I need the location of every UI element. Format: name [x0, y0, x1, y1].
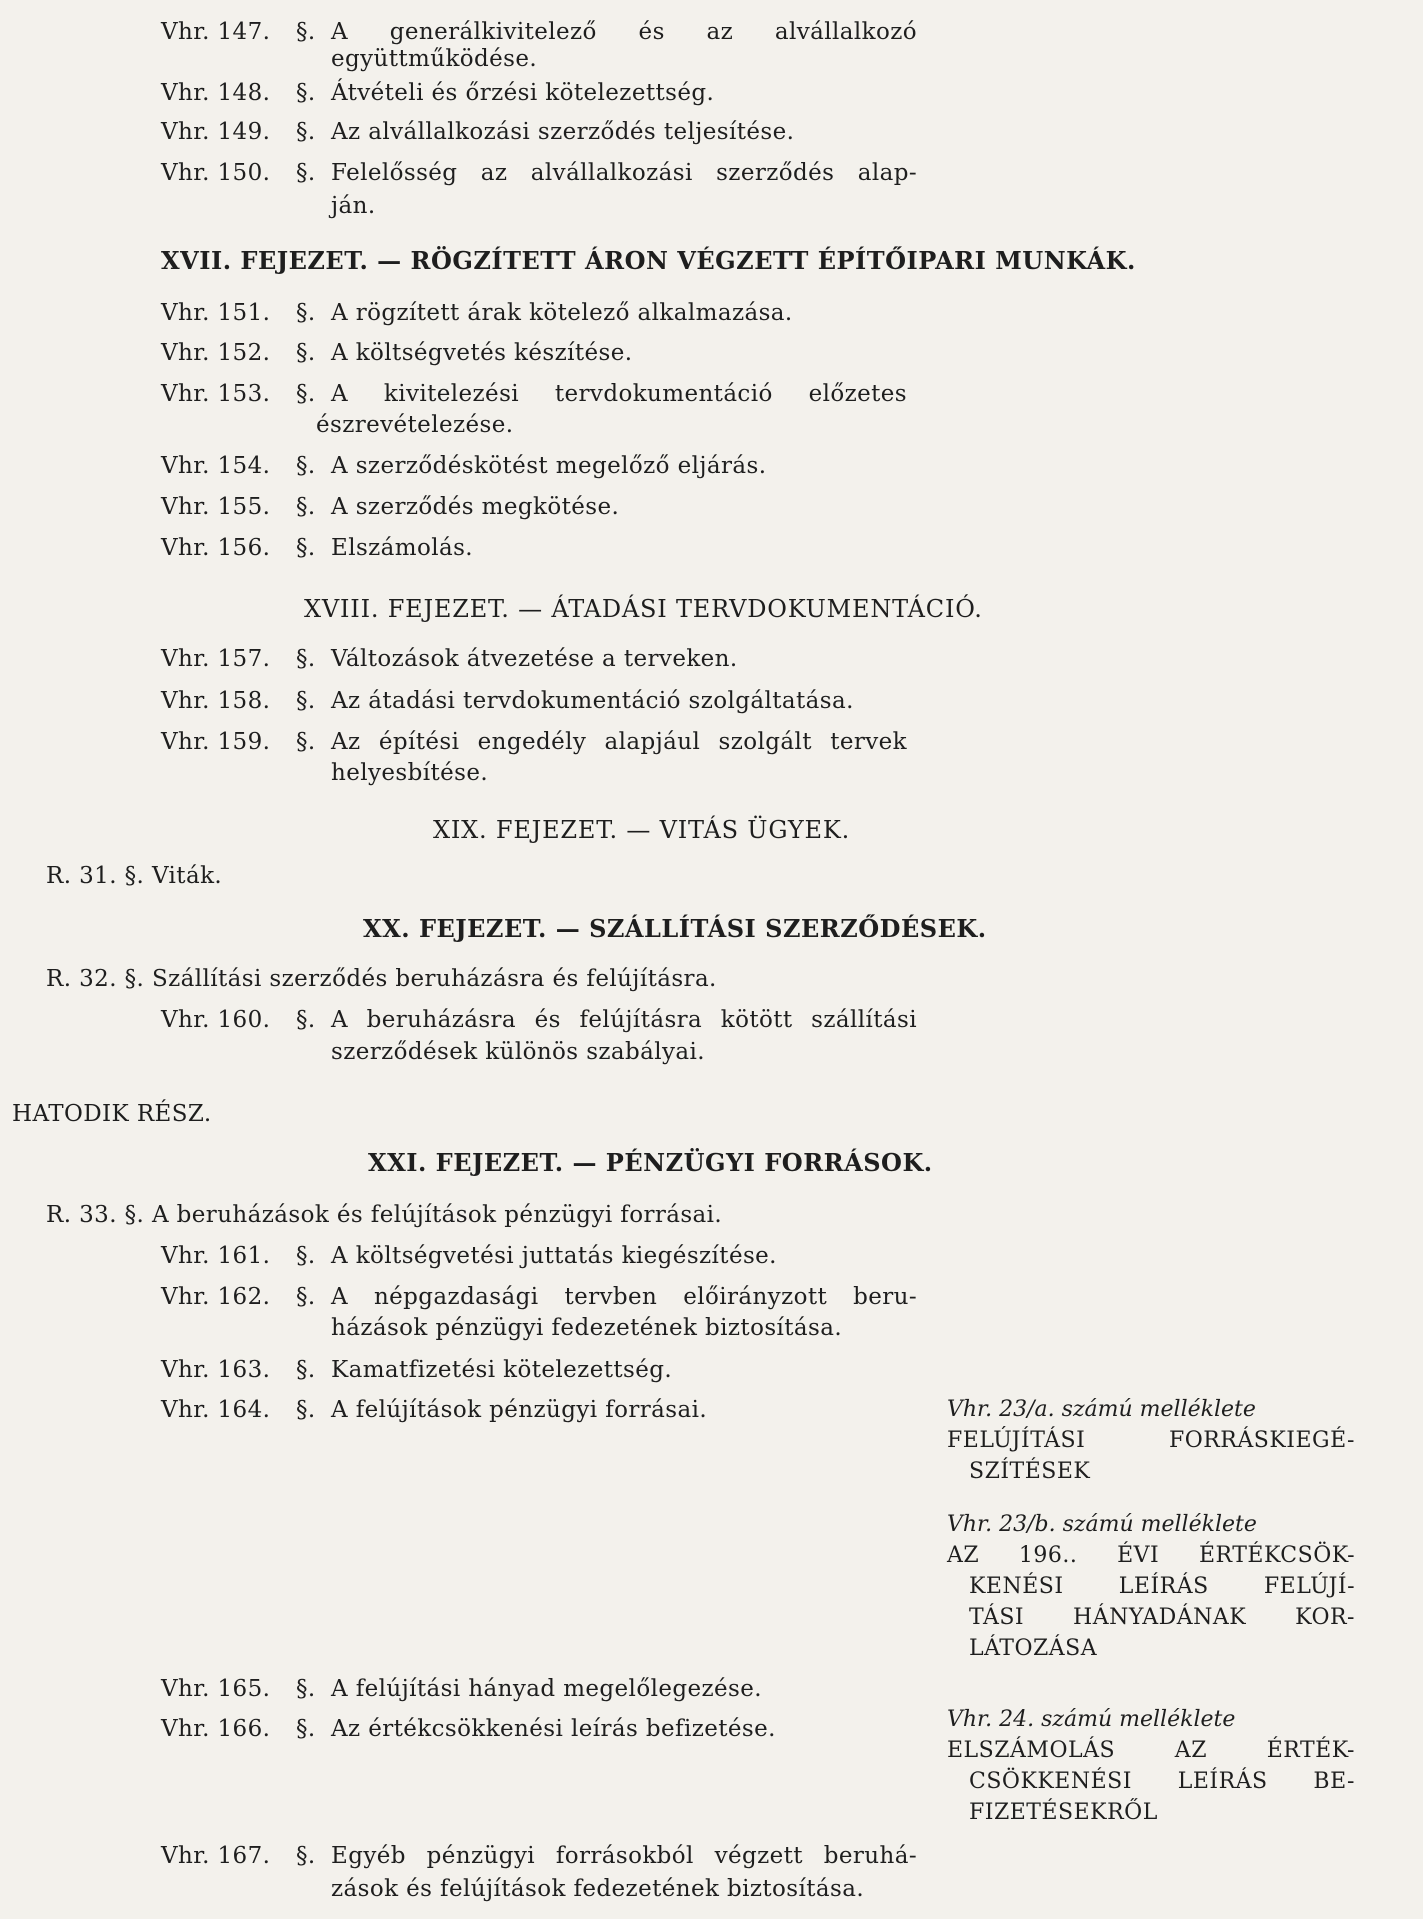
- entry-text: Felelősség az alvállalkozási szerződés alap-: [331, 160, 917, 186]
- entry-text: Elszámolás.: [331, 535, 474, 561]
- entry-ref: Vhr. 159.: [161, 729, 271, 755]
- entry-section-sign: §.: [296, 19, 316, 45]
- note-line: CSÖKKENÉSI LEÍRÁS BE-: [969, 1769, 1355, 1794]
- entry-section-sign: §.: [296, 119, 316, 145]
- entry-ref: Vhr. 164.: [161, 1397, 271, 1423]
- entry-section-sign: §.: [296, 1007, 316, 1033]
- chapter-heading: XVIII. FEJEZET. — ÁTADÁSI TERVDOKUMENTÁCIÓ.: [304, 595, 983, 623]
- note-label: Vhr. 23/a. számú melléklete: [947, 1397, 1256, 1422]
- entry-ref: Vhr. 151.: [161, 300, 271, 326]
- note-line: KENÉSI LEÍRÁS FELÚJÍ-: [969, 1574, 1355, 1599]
- note-line: ELSZÁMOLÁS AZ ÉRTÉK-: [947, 1738, 1355, 1763]
- entry-section-sign: §.: [296, 494, 316, 520]
- entry-text: A népgazdasági tervben előirányzott beru-: [331, 1284, 917, 1310]
- entry-section-sign: §.: [296, 535, 316, 561]
- note-line: FELÚJÍTÁSI FORRÁSKIEGÉ-: [947, 1428, 1355, 1453]
- r-entry: R. 31. §. Viták.: [46, 863, 223, 889]
- entry-text: A beruházásra és felújításra kötött szállítási: [331, 1007, 917, 1033]
- entry-section-sign: §.: [296, 340, 316, 366]
- entry-text: A rögzített árak kötelező alkalmazása.: [331, 300, 793, 326]
- r-entry: R. 32. §. Szállítási szerződés beruházásra és felújításra.: [46, 966, 717, 992]
- entry-text: A szerződés megkötése.: [331, 494, 620, 520]
- entry-ref: Vhr. 157.: [161, 646, 271, 672]
- entry-ref: Vhr. 152.: [161, 340, 271, 366]
- r-entry: R. 33. §. A beruházások és felújítások pénzügyi forrásai.: [46, 1202, 723, 1228]
- entry-section-sign: §.: [296, 1676, 316, 1702]
- entry-text: A felújítások pénzügyi forrásai.: [331, 1397, 708, 1423]
- entry-ref: Vhr. 150.: [161, 160, 271, 186]
- entry-text: Változások átvezetése a terveken.: [331, 646, 738, 672]
- entry-ref: Vhr. 147.: [161, 19, 271, 45]
- entry-continuation: észrevételezése.: [316, 412, 514, 438]
- entry-section-sign: §.: [296, 300, 316, 326]
- entry-ref: Vhr. 165.: [161, 1676, 271, 1702]
- entry-ref: Vhr. 162.: [161, 1284, 271, 1310]
- entry-continuation: ján.: [331, 193, 376, 219]
- entry-section-sign: §.: [296, 1243, 316, 1269]
- entry-section-sign: §.: [296, 1357, 316, 1383]
- note-line: FIZETÉSEKRŐL: [969, 1800, 1158, 1825]
- entry-section-sign: §.: [296, 688, 316, 714]
- entry-ref: Vhr. 158.: [161, 688, 271, 714]
- margin-note: [947, 1509, 1355, 1664]
- entry-section-sign: §.: [296, 80, 316, 106]
- entry-text: A kivitelezési tervdokumentáció előzetes: [331, 381, 907, 407]
- margin-note: [947, 1704, 1355, 1828]
- entry-section-sign: §.: [296, 160, 316, 186]
- entry-continuation: szerződések különös szabályai.: [331, 1039, 706, 1065]
- entry-ref: Vhr. 155.: [161, 494, 271, 520]
- entry-section-sign: §.: [296, 381, 316, 407]
- entry-ref: Vhr. 148.: [161, 80, 271, 106]
- entry-ref: Vhr. 167.: [161, 1843, 271, 1869]
- entry-text: Egyéb pénzügyi forrásokból végzett beruhá-: [331, 1843, 917, 1869]
- chapter-heading: XXI. FEJEZET. — PÉNZÜGYI FORRÁSOK.: [368, 1148, 933, 1177]
- entry-continuation: együttműködése.: [331, 46, 538, 72]
- entry-text: A költségvetési juttatás kiegészítése.: [331, 1243, 777, 1269]
- entry-text: Az átadási tervdokumentáció szolgáltatása.: [331, 688, 854, 714]
- entry-continuation: házások pénzügyi fedezetének biztosítása.: [331, 1315, 843, 1341]
- entry-ref: Vhr. 161.: [161, 1243, 271, 1269]
- note-line: LÁTOZÁSA: [969, 1636, 1098, 1661]
- note-line: TÁSI HÁNYADÁNAK KOR-: [969, 1605, 1355, 1630]
- entry-ref: Vhr. 156.: [161, 535, 271, 561]
- note-label: Vhr. 23/b. számú melléklete: [947, 1512, 1257, 1537]
- entry-ref: Vhr. 153.: [161, 381, 271, 407]
- entry-section-sign: §.: [296, 1397, 316, 1423]
- entry-section-sign: §.: [296, 646, 316, 672]
- entry-text: A felújítási hányad megelőlegezése.: [331, 1676, 762, 1702]
- entry-ref: Vhr. 160.: [161, 1007, 271, 1033]
- entry-section-sign: §.: [296, 1843, 316, 1869]
- entry-section-sign: §.: [296, 729, 316, 755]
- entry-continuation: helyesbítése.: [331, 760, 489, 786]
- chapter-heading: XVII. FEJEZET. — RÖGZÍTETT ÁRON VÉGZETT ÉPÍTŐIPARI MUNKÁK.: [161, 246, 1136, 275]
- entry-section-sign: §.: [296, 453, 316, 479]
- entry-ref: Vhr. 149.: [161, 119, 271, 145]
- entry-text: A költségvetés készítése.: [331, 340, 633, 366]
- entry-text: Az építési engedély alapjául szolgált tervek: [331, 729, 907, 755]
- entry-ref: Vhr. 163.: [161, 1357, 271, 1383]
- entry-text: A szerződéskötést megelőző eljárás.: [331, 453, 767, 479]
- entry-text: Átvételi és őrzési kötelezettség.: [331, 80, 715, 106]
- chapter-heading: XIX. FEJEZET. — VITÁS ÜGYEK.: [433, 816, 850, 844]
- note-label: Vhr. 24. számú melléklete: [947, 1707, 1236, 1732]
- entry-text: Az alvállalkozási szerződés teljesítése.: [331, 119, 795, 145]
- entry-text: A generálkivitelező és az alvállalkozó: [331, 19, 917, 45]
- note-line: AZ 196.. ÉVI ÉRTÉKCSÖK-: [947, 1543, 1355, 1568]
- entry-text: Az értékcsökkenési leírás befizetése.: [331, 1716, 776, 1742]
- entry-text: Kamatfizetési kötelezettség.: [331, 1357, 673, 1383]
- entry-section-sign: §.: [296, 1716, 316, 1742]
- part-heading: HATODIK RÉSZ.: [12, 1101, 212, 1127]
- margin-note: [947, 1394, 1355, 1487]
- note-line: SZÍTÉSEK: [969, 1459, 1091, 1484]
- entry-section-sign: §.: [296, 1284, 316, 1310]
- entry-continuation: zások és felújítások fedezetének biztosítása.: [331, 1876, 865, 1902]
- entry-ref: Vhr. 154.: [161, 453, 271, 479]
- chapter-heading: XX. FEJEZET. — SZÁLLÍTÁSI SZERZŐDÉSEK.: [363, 914, 987, 943]
- entry-ref: Vhr. 166.: [161, 1716, 271, 1742]
